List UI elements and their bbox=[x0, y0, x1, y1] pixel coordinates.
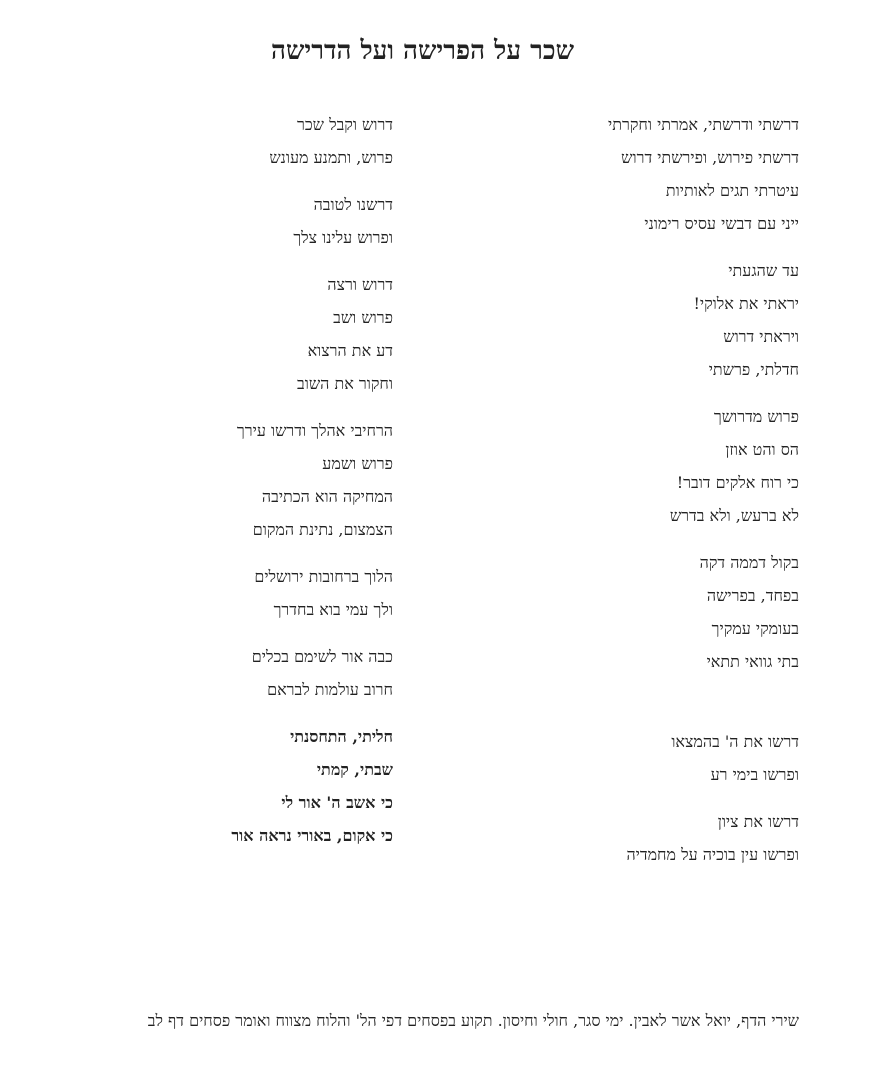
poem-line: עד שהגעתי bbox=[728, 261, 799, 280]
stanza bbox=[73, 188, 393, 254]
poem-line: ופרשו עין בוכיה על מחמדיה bbox=[626, 845, 799, 864]
poem-line: דע את הרצוא bbox=[307, 341, 393, 360]
poem-line: וחקור את השוב bbox=[297, 374, 393, 393]
stanza bbox=[479, 108, 799, 240]
poem-line: כבה אור לשימם בכלים bbox=[251, 647, 393, 666]
left-column bbox=[73, 108, 393, 866]
poem-line: דרוש וקבל שכר bbox=[296, 115, 393, 134]
poem-line: עיטרתי תגים לאותיות bbox=[665, 181, 799, 200]
poem-line: דרוש ורצה bbox=[327, 275, 393, 294]
poem-line: דרשתי ודרשתי, אמרתי וחקרתי bbox=[608, 115, 799, 134]
stanza bbox=[479, 254, 799, 386]
poem-line: פרוש ושב bbox=[333, 308, 393, 327]
stanza bbox=[479, 400, 799, 532]
stanza bbox=[73, 560, 393, 626]
poem-line: חליתי, התחסנתי bbox=[290, 727, 393, 746]
poem-line: ויראתי דרוש bbox=[723, 327, 799, 346]
poem-line: הרחיבי אהלך ודרשו עירך bbox=[236, 421, 393, 440]
poem-line: פרוש, ותמנע מעונש bbox=[269, 148, 393, 167]
stanza bbox=[73, 268, 393, 400]
poem-line: הצמצום, נתינת המקום bbox=[252, 520, 393, 539]
poem-line: בעומקי עמקיך bbox=[711, 619, 799, 638]
right-column bbox=[479, 108, 799, 885]
poem-line: דרשנו לטובה bbox=[313, 195, 393, 214]
stanza bbox=[479, 725, 799, 791]
stanza bbox=[479, 805, 799, 871]
poem-line: ייני עם דבשי עסיס רימוני bbox=[644, 214, 799, 233]
poem-line: חרוב עולמות לבראם bbox=[267, 680, 393, 699]
poem-line: דרשתי פירוש, ופירשתי דרוש bbox=[621, 148, 799, 167]
poem-line: דרשו את ציון bbox=[717, 812, 799, 831]
stanza bbox=[479, 546, 799, 678]
poem-line: הלוך ברחובות ירושלים bbox=[254, 567, 393, 586]
poem-line: בקול דממה דקה bbox=[699, 553, 799, 572]
poem-title: שכר על הפרישה ועל הדרישה bbox=[271, 36, 574, 66]
poem-line: יראתי את אלוקי! bbox=[693, 294, 799, 313]
poem-line: הס והט אוזן bbox=[725, 440, 799, 459]
stanza bbox=[73, 414, 393, 546]
poem-line: שבתי, קמתי bbox=[316, 760, 393, 779]
stanza-gap bbox=[479, 692, 799, 725]
poem-line: פרוש מדרושך bbox=[713, 407, 799, 426]
poem-line: ופרשו בימי רע bbox=[710, 765, 799, 784]
poem-line: לא ברעש, ולא בדרש bbox=[669, 506, 799, 525]
poem-line: ולך עמי בוא בחדרך bbox=[273, 600, 393, 619]
poem-line: ופרוש עלינו צלך bbox=[293, 228, 393, 247]
footer-credit: שירי הדף, יואל אשר לאבין. ימי סגר, חולי וחיסון. תקוע בפסחים דפי הל' והלוח מצווח ואומר פסחים דף לב bbox=[147, 1011, 799, 1030]
poem-line: בתי גוואי תתאי bbox=[706, 652, 799, 671]
poem-line: כי אקום, באורי נראה אור bbox=[231, 826, 393, 845]
poem-line: כי רוח אלקים דובר! bbox=[676, 473, 799, 492]
poem-line: המחיקה הוא הכתיבה bbox=[261, 487, 393, 506]
poem-line: חדלתי, פרשתי bbox=[708, 360, 799, 379]
stanza bbox=[73, 108, 393, 174]
poem-line: בפחד, בפרישה bbox=[706, 586, 799, 605]
stanza bbox=[73, 640, 393, 706]
stanza-bold bbox=[73, 720, 393, 852]
poem-line: פרוש ושמע bbox=[322, 454, 393, 473]
poem-line: דרשו את ה' בהמצאו bbox=[671, 732, 799, 751]
poem-line: כי אשב ה' אור לי bbox=[281, 793, 393, 812]
